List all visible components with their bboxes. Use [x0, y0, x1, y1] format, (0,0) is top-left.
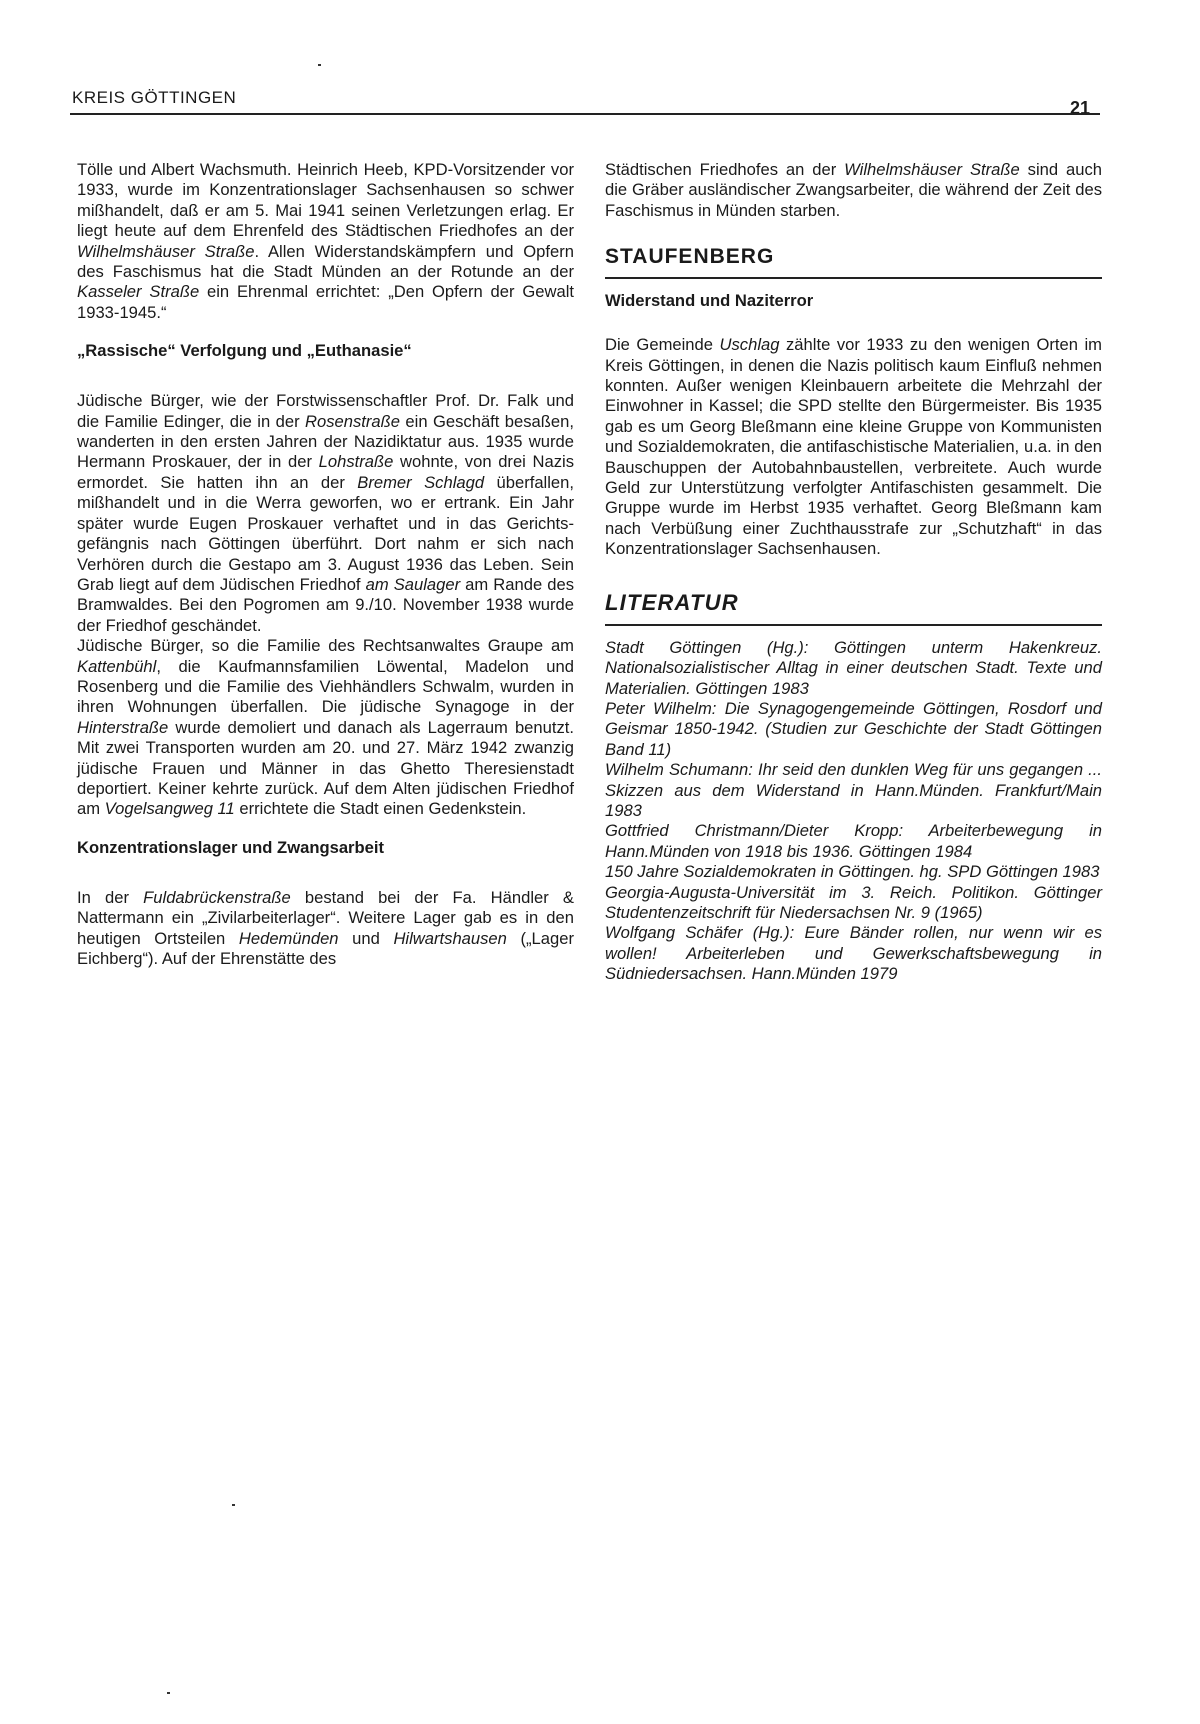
literature-entry: 150 Jahre Sozialdemokraten in Göttingen. hg. SPD Göttingen 1983 — [605, 862, 1100, 882]
left-column — [77, 160, 574, 969]
literature-entry: Gottfried Christmann/Dieter Kropp: Arbeiterbewegung in Hann.Münden von 1918 bis 1936. Göttingen 1984 — [605, 821, 1102, 861]
scan-speck-bottom-1 — [232, 1504, 235, 1506]
section-title-literatur: LITERATUR — [605, 590, 1102, 626]
literature-entry: Stadt Göttingen (Hg.): Göttingen unterm Hakenkreuz. Nationalsozialistischer Alltag in einer deutschen Stadt. Texte und Materialien. Göttingen 1983 — [605, 637, 1102, 698]
paragraph-zivilarbeiterlager: In der Fuldabrückenstraße bestand bei der Fa. Händler & Nattermann ein „Zivilarbeiterlager“. Weitere Lager gab es in den heutigen Ortsteilen Hedemünden und Hilwartshausen („Lager Eichberg“). Auf der Ehrenstätte des — [77, 887, 574, 968]
scan-speck-top — [318, 64, 321, 66]
literature-entry: Georgia-Augusta-Universität im 3. Reich. Politikon. Göttinger Studentenzeitschrift für Niedersachsen Nr. 9 (1965) — [605, 882, 1102, 922]
paragraph-heeb: Tölle und Albert Wachsmuth. Heinrich Heeb, KPD-Vorsitzender vor 1933, wurde im Konzentrationslager Sachsenhausen so schwer mißhandelt, daß er am 5. Mai 1941 seinen Verletzungen erlag. Er liegt heute auf dem Ehrenfeld des Städtischen Friedhofes an der Wilhelmshäuser Straße. Allen Widerstandskämpfern und Opfern des Faschismus hat die Stadt Münden an der Rotunde an der Kasseler Straße ein Ehrenmal errichtet: „Den Opfern der Gewalt 1933-1945.“ — [77, 160, 575, 322]
subheading-rassische-verfolgung: „Rassische“ Verfolgung und „Euthanasie“ — [77, 341, 412, 361]
paragraph-synagoge: Jüdische Bürger, so die Familie des Rechtsanwaltes Graupe am Kattenbühl, die Kaufmannsfamilien Löwental, Madelon und Rosenberg und die Familie des Viehhändlers Schwalm, wurden in ihren Wohnungen überfallen. Die jüdische Synagoge in der Hinterstraße wurde demoliert und danach als Lagerraum benutzt. Mit zwei Transporten wurden am 20. und 27. März 1942 zwanzig jüdische Frauen und Männer in das Ghetto Theresienstadt deportiert. Keiner kehrte zurück. Auf dem Alten jüdischen Friedhof am Vogelsangweg 11 errichtete die Stadt einen Gedenkstein. — [77, 636, 574, 819]
page-number: 21 — [1070, 98, 1091, 118]
section-title-staufenberg: STAUFENBERG — [605, 245, 1102, 279]
header-rule — [70, 113, 1100, 115]
paragraph-uschlag: Die Gemeinde Uschlag zählte vor 1933 zu den wenigen Orten im Kreis Göttingen, in denen die Nazis politisch kaum Einfluß nehmen konnten. Außer wenigen Kleinbauern arbeitete die Mehrzahl der Einwohner in Kassel; die SPD stellte den Bürgermeister. Bis 1935 gab es um Georg Bleßmann eine kleine Gruppe von Kommunisten und Sozialdemokraten, die antifaschistische Materialien, u.a. in den Bauschuppen der Autobahnbaustellen, verbreitete. Auch wurde Geld zur Unterstützung verfolgter Antifaschisten gesammelt. Die Gruppe wurde im Herbst 1935 verhaftet. Georg Bleßmann kam nach Verbüßung einer Zuchthausstrafe zur „Schutzhaft“ in das Konzentrationslager Sachsenhausen. — [605, 335, 1102, 559]
paragraph-proskauer: Jüdische Bürger, wie der Forstwissenschaftler Prof. Dr. Falk und die Familie Edinger, die in der Rosenstraße ein Geschäft besaßen, wanderten in den ersten Jahren der Nazidiktatur aus. 1935 wurde Hermann Proskauer, der in der Lohstraße wohnte, von drei Nazis ermordet. Sie hatten ihn an der Bremer Schlagd überfallen, mißhandelt und in die Werra geworfen, wo er ertrank. Ein Jahr später wurde Eugen Proskauer verhaftet und in das Gerichtsgefängnis nach Göttingen überführt. Dort nahm er sich nach Verhören durch die Gestapo am 3. August 1936 das Leben. Sein Grab liegt auf dem Jüdischen Friedhof am Saulager am Rande des Bramwaldes. Bei den Pogromen am 9./10. November 1938 wurde der Friedhof geschändet. — [77, 391, 574, 635]
literature-entry: Wolfgang Schäfer (Hg.): Eure Bänder rollen, nur wenn wir es wollen! Arbeiterleben und Gewerkschaftsbewegung in Südniedersachsen. Hann.Münden 1979 — [605, 923, 1102, 984]
literature-entry: Wilhelm Schumann: Ihr seid den dunklen Weg für uns gegangen ... Skizzen aus dem Widerstand in Hann.Münden. Frankfurt/Main 1983 — [605, 760, 1102, 820]
right-column — [605, 160, 1102, 985]
literature-list — [605, 638, 1102, 985]
paragraph-zwangsarbeiter-graeber: Städtischen Friedhofes an der Wilhelmshäuser Straße sind auch die Gräber ausländischer Zwangsarbeiter, die während der Zeit des Faschismus in Münden starben. — [605, 160, 1102, 220]
literature-entry: Peter Wilhelm: Die Synagogengemeinde Göttingen, Rosdorf und Geismar 1850-1942. (Studien zur Geschichte der Stadt Göttingen Band 11) — [605, 698, 1102, 759]
running-head: KREIS GÖTTINGEN — [72, 88, 237, 107]
subheading-widerstand: Widerstand und Naziterror — [605, 291, 814, 311]
subheading-konzentrationslager: Konzentrationslager und Zwangsarbeit — [77, 837, 385, 857]
scan-speck-bottom-2 — [167, 1692, 170, 1694]
